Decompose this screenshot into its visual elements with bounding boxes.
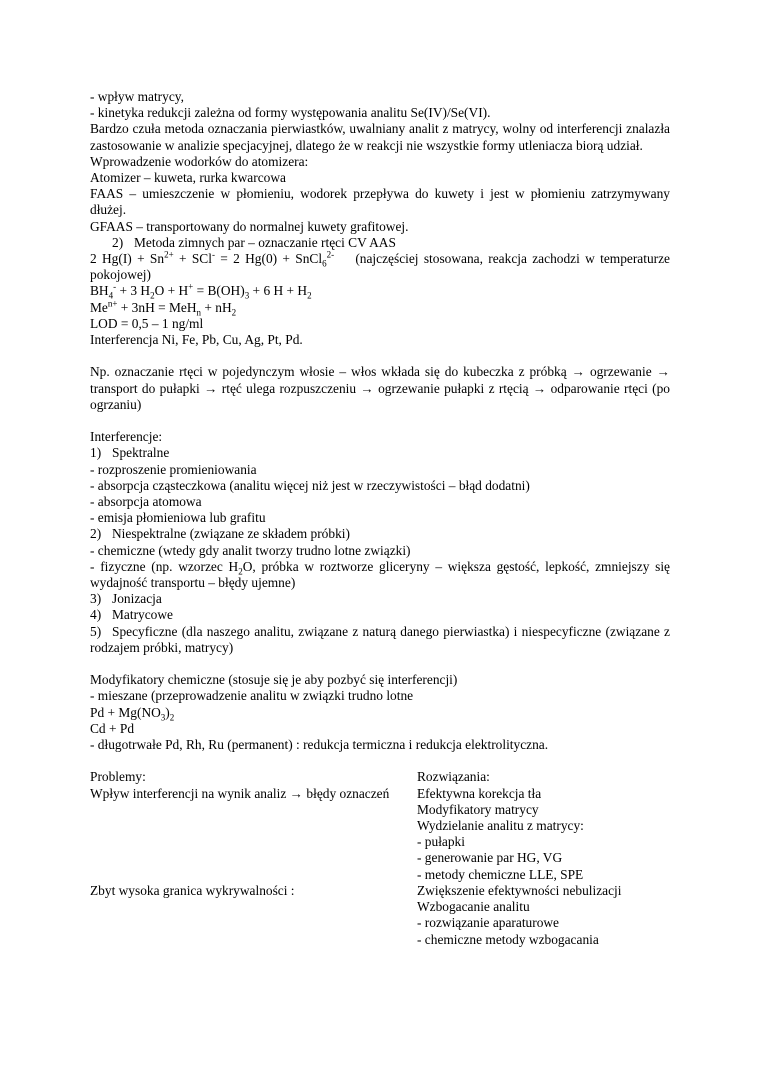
eq-sub: 4	[108, 291, 114, 302]
equation-hg	[90, 251, 670, 283]
item-text: Jonizacja	[112, 591, 162, 607]
solution-item: - pułapki	[417, 834, 465, 850]
paragraph	[90, 559, 670, 591]
item-text: Specyficzne (dla naszego analitu, związane z naturą danego pierwiastka) i niespecyficzne (związane z rodzajem próbki, matrycy)	[90, 623, 670, 655]
item-number: 2)	[90, 526, 102, 542]
item-text: Spektralne	[112, 445, 170, 461]
eq-part: 2 Hg(I) + Sn	[90, 251, 165, 267]
item-number: 2)	[112, 234, 124, 250]
solution-item: - generowanie par HG, VG	[417, 850, 563, 866]
text-line: - kinetyka redukcji zależna od formy występowania analitu Se(IV)/Se(VI).	[90, 105, 491, 121]
text-line: Atomizer – kuweta, rurka kwarcowa	[90, 170, 286, 186]
eq-part: + 3 H	[116, 283, 151, 299]
text-part: )	[165, 704, 170, 720]
item-number: 1)	[90, 445, 102, 461]
solution-item: - metody chemiczne LLE, SPE	[417, 866, 584, 882]
text-line: - wpływ matrycy,	[90, 89, 184, 104]
text-line: - absorpcja cząsteczkowa (analitu więcej niż jest w rzeczywistości – błąd dodatni)	[90, 477, 530, 493]
eq-sub: 6	[322, 258, 327, 269]
solution-item: Wzbogacanie analitu	[417, 899, 530, 915]
eq-sup: n+	[107, 298, 118, 309]
eq-sup: -	[113, 281, 117, 292]
header-problems: Problemy:	[90, 769, 146, 785]
solution-item: - rozwiązanie aparaturowe	[417, 915, 560, 931]
text-part: - fizyczne (np. wzorzec H	[90, 558, 239, 574]
eq-sup: +	[188, 281, 194, 292]
numbered-item	[90, 526, 670, 542]
solution-item: - chemiczne metody wzbogacania	[417, 931, 599, 947]
numbered-item	[90, 607, 670, 623]
text-line: GFAAS – transportowany do normalnej kuwety grafitowej.	[90, 218, 409, 234]
text-line: Interferencja Ni, Fe, Pb, Cu, Ag, Pt, Pd.	[90, 332, 303, 348]
table-row	[90, 786, 670, 883]
eq-part: Me	[90, 299, 108, 315]
eq-part: + nH	[201, 299, 232, 315]
document-page	[90, 89, 670, 948]
text-sub: 2	[169, 712, 175, 723]
text-sub: 2	[238, 566, 243, 577]
eq-part: BH	[90, 283, 109, 299]
eq-sup: 2+	[164, 249, 174, 260]
solutions-cell	[417, 786, 584, 883]
text-line: - absorpcja atomowa	[90, 494, 202, 510]
equation-me	[90, 300, 670, 316]
text-part: Pd + Mg(NO	[90, 704, 161, 720]
eq-sub: n	[196, 307, 202, 318]
problem-cell: Wpływ interferencji na wynik analiz → błędy oznaczeń	[90, 785, 390, 801]
text-line: - chemiczne (wtedy gdy analit tworzy trudno lotne związki)	[90, 542, 411, 558]
numbered-item	[90, 591, 670, 607]
numbered-item	[90, 235, 670, 251]
text-part: O, próbka w roztworze gliceryny – większa gęstość, lepkość, zmniejszy się wydajność transportu – błędy ujemne)	[90, 558, 670, 591]
eq-sup: 2-	[326, 249, 335, 260]
paragraph: FAAS – umieszczenie w płomieniu, wodorek przepływa do kuwety i jest w płomieniu zatrzymywany dłużej.	[90, 186, 670, 218]
text-line: - długotrwałe Pd, Rh, Ru (permanent) : redukcja termiczna i redukcja elektrolityczna.	[90, 737, 549, 753]
eq-sub: 2	[150, 291, 155, 302]
text-line: Cd + Pd	[90, 720, 135, 736]
eq-sup: -	[211, 249, 215, 260]
solution-item: Efektywna korekcja tła	[417, 785, 542, 801]
text-line: Interferencje:	[90, 429, 163, 445]
eq-part: + 6 H + H	[249, 283, 308, 299]
solution-item: Zwiększenie efektywności nebulizacji	[417, 882, 622, 898]
equation-bh4	[90, 281, 670, 302]
item-number: 3)	[90, 591, 102, 607]
problem-cell: Zbyt wysoka granica wykrywalności :	[90, 882, 295, 898]
item-text: Metoda zimnych par – oznaczanie rtęci CV AAS	[134, 234, 396, 250]
text-line: - rozproszenie promieniowania	[90, 461, 257, 477]
item-text: Matrycowe	[112, 607, 173, 623]
solutions-cell	[417, 883, 622, 948]
solution-item: Modyfikatory matrycy	[417, 801, 539, 817]
eq-sub: 3	[244, 291, 250, 302]
paragraph: Np. oznaczanie rtęci w pojedynczym włosie – włos wkłada się do kubeczka z próbką → ogrzewanie → transport do pułapki → rtęć ulega rozpuszczeniu → ogrzewanie pułapki z rtęcią → odparowanie rtęci (po ogrzaniu)	[90, 364, 670, 412]
text-sub: 3	[160, 712, 166, 723]
numbered-paragraph	[90, 624, 670, 656]
formula-line	[90, 705, 670, 721]
item-text: Niespektralne (związane ze składem próbki)	[112, 526, 350, 542]
eq-part: O + H	[154, 283, 189, 299]
equation-note: (najczęściej stosowana, reakcja zachodzi w temperaturze pokojowej)	[90, 251, 670, 283]
eq-part: = 2 Hg(0) + SnCl	[214, 251, 323, 267]
eq-sub: 2	[307, 291, 312, 302]
text-line: LOD = 0,5 – 1 ng/ml	[90, 315, 204, 331]
text-line: Modyfikatory chemiczne (stosuje się je aby pozbyć się interferencji)	[90, 672, 458, 688]
paragraph: Bardzo czuła metoda oznaczania pierwiastków, uwalniany analit z matrycy, wolny od interferencji znalazła zastosowanie w analizie specjacyjnej, dlatego że w reakcji nie wszystkie formy utleniacza biorą udział.	[90, 121, 670, 153]
eq-sub: 2	[231, 307, 237, 318]
problems-solutions-table	[90, 769, 670, 947]
text-line: - emisja płomieniowa lub grafitu	[90, 510, 266, 526]
eq-part: + SCl	[173, 251, 212, 267]
eq-part: = B(OH)	[193, 283, 245, 299]
header-solutions: Rozwiązania:	[417, 769, 490, 785]
item-number: 4)	[90, 607, 102, 623]
solution-item: Wydzielanie analitu z matrycy:	[417, 818, 584, 834]
numbered-item	[90, 445, 670, 461]
table-row	[90, 883, 670, 948]
text-line: - mieszane (przeprowadzenie analitu w związki trudno lotne	[90, 688, 414, 704]
item-number: 5)	[90, 623, 102, 639]
eq-part: + 3nH = MeH	[117, 299, 197, 315]
text-line: Wprowadzenie wodorków do atomizera:	[90, 153, 309, 169]
table-header-row	[90, 769, 670, 785]
